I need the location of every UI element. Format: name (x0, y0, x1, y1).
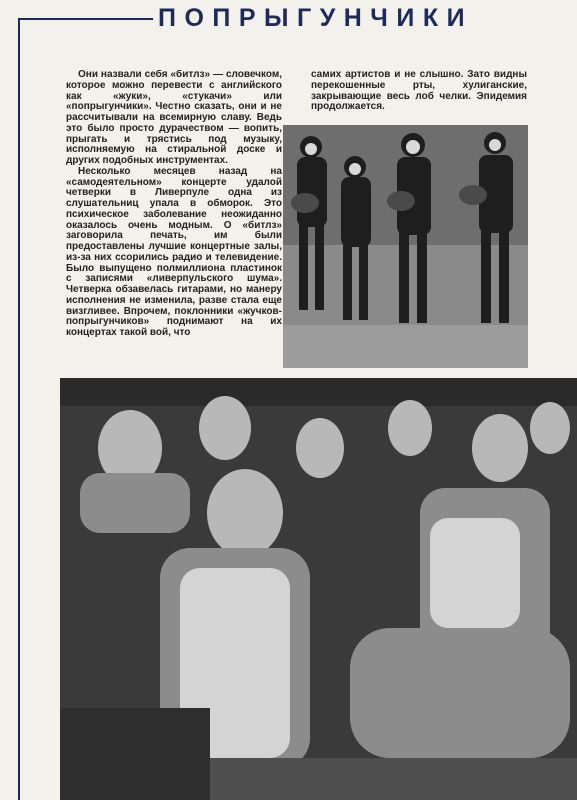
article-column-left (66, 70, 282, 376)
header-rule (18, 18, 153, 20)
page-title: ПОПРЫГУНЧИКИ (158, 4, 474, 32)
article-paragraph-3: самих артистов и не слышно. Зато видны перекошенные рты, хулиганские, закрывающие весь лоб челки. Эпидемия продолжается. (311, 70, 527, 113)
left-border-rule (18, 18, 20, 800)
article-paragraph-2: Несколько месяцев назад на «самодеятельном» концерте удалой четверки в Ливерпуле одна из слушательниц упала в обморок. Это психическое заболевание неожиданно оказалось очень модным. О «битлз» заговорила печать, им были предоставлены лучшие концертные залы, из-за них ссорились радио и телевидение. Было выпущено полмиллиона пластинок с записями «ливерпульского шума». Четверка обзавелась гитарами, но манеру исполнения не изменила, разве стала еще визгливее. Впрочем, поклонники «жучков-попрыгунчиков» поднимают на их концертах такой вой, что (66, 165, 282, 338)
band-performing-photo (283, 125, 528, 368)
screaming-fans-photo (60, 378, 577, 800)
article-column-right (311, 70, 527, 122)
article-paragraph-1: Они назвали себя «битлз» — словечком, которое можно перевести с английского как «жуки», «стукачи» или «попрыгунчики». Честно сказать, они и не рассчитывали на всемирную славу. Ведь это было просто дурачеством — вопить, прыгать и трястись под музыку, исполняемую на стиральной доске и других подобных инструментах. (66, 70, 282, 166)
